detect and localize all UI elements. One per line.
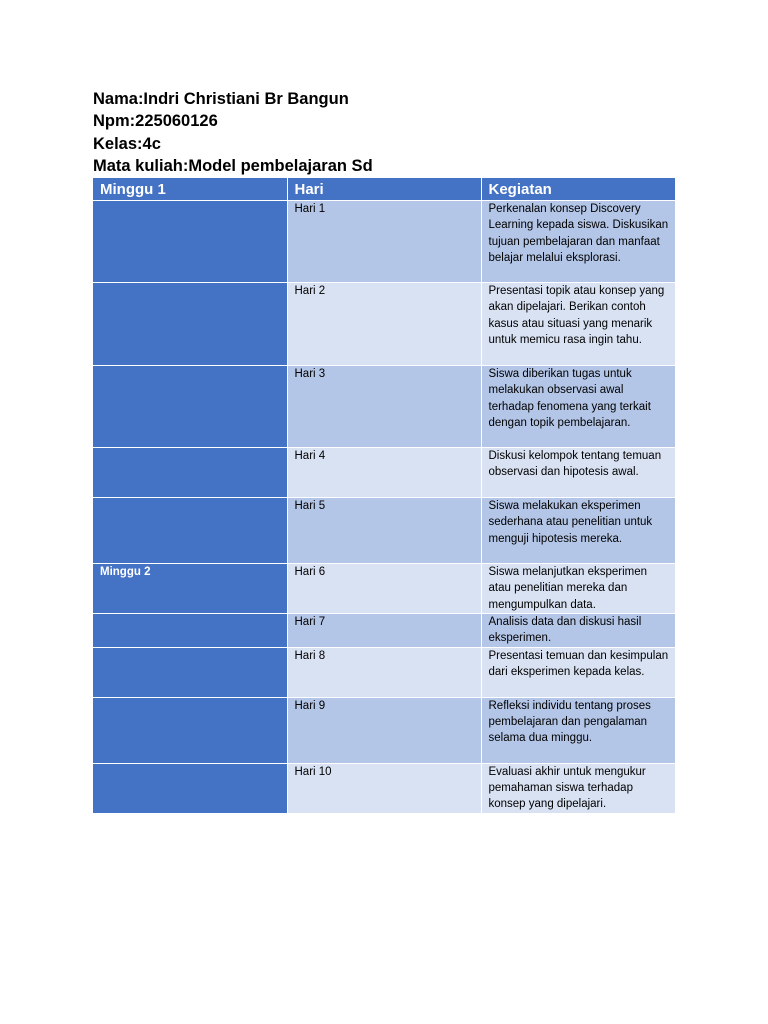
column-header-kegiatan: Kegiatan [481, 178, 675, 201]
table-row [93, 448, 675, 498]
student-class: Kelas:4c [93, 134, 161, 153]
student-header [93, 88, 373, 177]
kegiatan-cell: Refleksi individu tentang proses pembelajaran dan pengalaman selama dua minggu. [481, 697, 675, 763]
kegiatan-cell: Diskusi kelompok tentang temuan observasi dan hipotesis awal. [481, 448, 675, 498]
minggu-cell [93, 763, 287, 813]
kegiatan-cell: Presentasi temuan dan kesimpulan dari eksperimen kepada kelas. [481, 647, 675, 697]
table-row [93, 498, 675, 564]
table-row [93, 283, 675, 366]
minggu-cell: Minggu 2 [93, 564, 287, 614]
kegiatan-cell: Evaluasi akhir untuk mengukur pemahaman siswa terhadap konsep yang dipelajari. [481, 763, 675, 813]
minggu-cell [93, 448, 287, 498]
hari-cell: Hari 9 [287, 697, 481, 763]
hari-cell: Hari 8 [287, 647, 481, 697]
minggu-cell [93, 614, 287, 648]
table-row [93, 564, 675, 614]
hari-cell: Hari 2 [287, 283, 481, 366]
column-header-hari: Hari [287, 178, 481, 201]
hari-cell: Hari 5 [287, 498, 481, 564]
hari-cell: Hari 10 [287, 763, 481, 813]
column-header-minggu: Minggu 1 [93, 178, 287, 201]
table-row [93, 763, 675, 813]
student-npm: Npm:225060126 [93, 112, 218, 131]
table-row [93, 201, 675, 283]
student-name: Nama:Indri Christiani Br Bangun [93, 90, 349, 108]
hari-cell: Hari 6 [287, 564, 481, 614]
hari-cell: Hari 3 [287, 366, 481, 448]
kegiatan-cell: Presentasi topik atau konsep yang akan dipelajari. Berikan contoh kasus atau situasi yang menarik untuk memicu rasa ingin tahu. [481, 283, 675, 366]
hari-cell: Hari 7 [287, 614, 481, 648]
minggu-cell [93, 366, 287, 448]
schedule-table [93, 178, 675, 814]
kegiatan-cell: Siswa melanjutkan eksperimen atau penelitian mereka dan mengumpulkan data. [481, 564, 675, 614]
kegiatan-cell: Analisis data dan diskusi hasil eksperimen. [481, 614, 675, 648]
kegiatan-cell: Perkenalan konsep Discovery Learning kepada siswa. Diskusikan tujuan pembelajaran dan manfaat belajar melalui eksplorasi. [481, 201, 675, 283]
kegiatan-cell: Siswa melakukan eksperimen sederhana atau penelitian untuk menguji hipotesis mereka. [481, 498, 675, 564]
minggu-cell [93, 697, 287, 763]
table-row [93, 366, 675, 448]
table-header-row [93, 178, 675, 201]
table-row [93, 647, 675, 697]
kegiatan-cell: Siswa diberikan tugas untuk melakukan observasi awal terhadap fenomena yang terkait dengan topik pembelajaran. [481, 366, 675, 448]
minggu-cell [93, 498, 287, 564]
minggu-cell [93, 647, 287, 697]
minggu-cell [93, 201, 287, 283]
hari-cell: Hari 4 [287, 448, 481, 498]
minggu-cell [93, 283, 287, 366]
table-row [93, 614, 675, 648]
hari-cell: Hari 1 [287, 201, 481, 283]
course-name: Mata kuliah:Model pembelajaran Sd [93, 156, 373, 175]
table-row [93, 697, 675, 763]
